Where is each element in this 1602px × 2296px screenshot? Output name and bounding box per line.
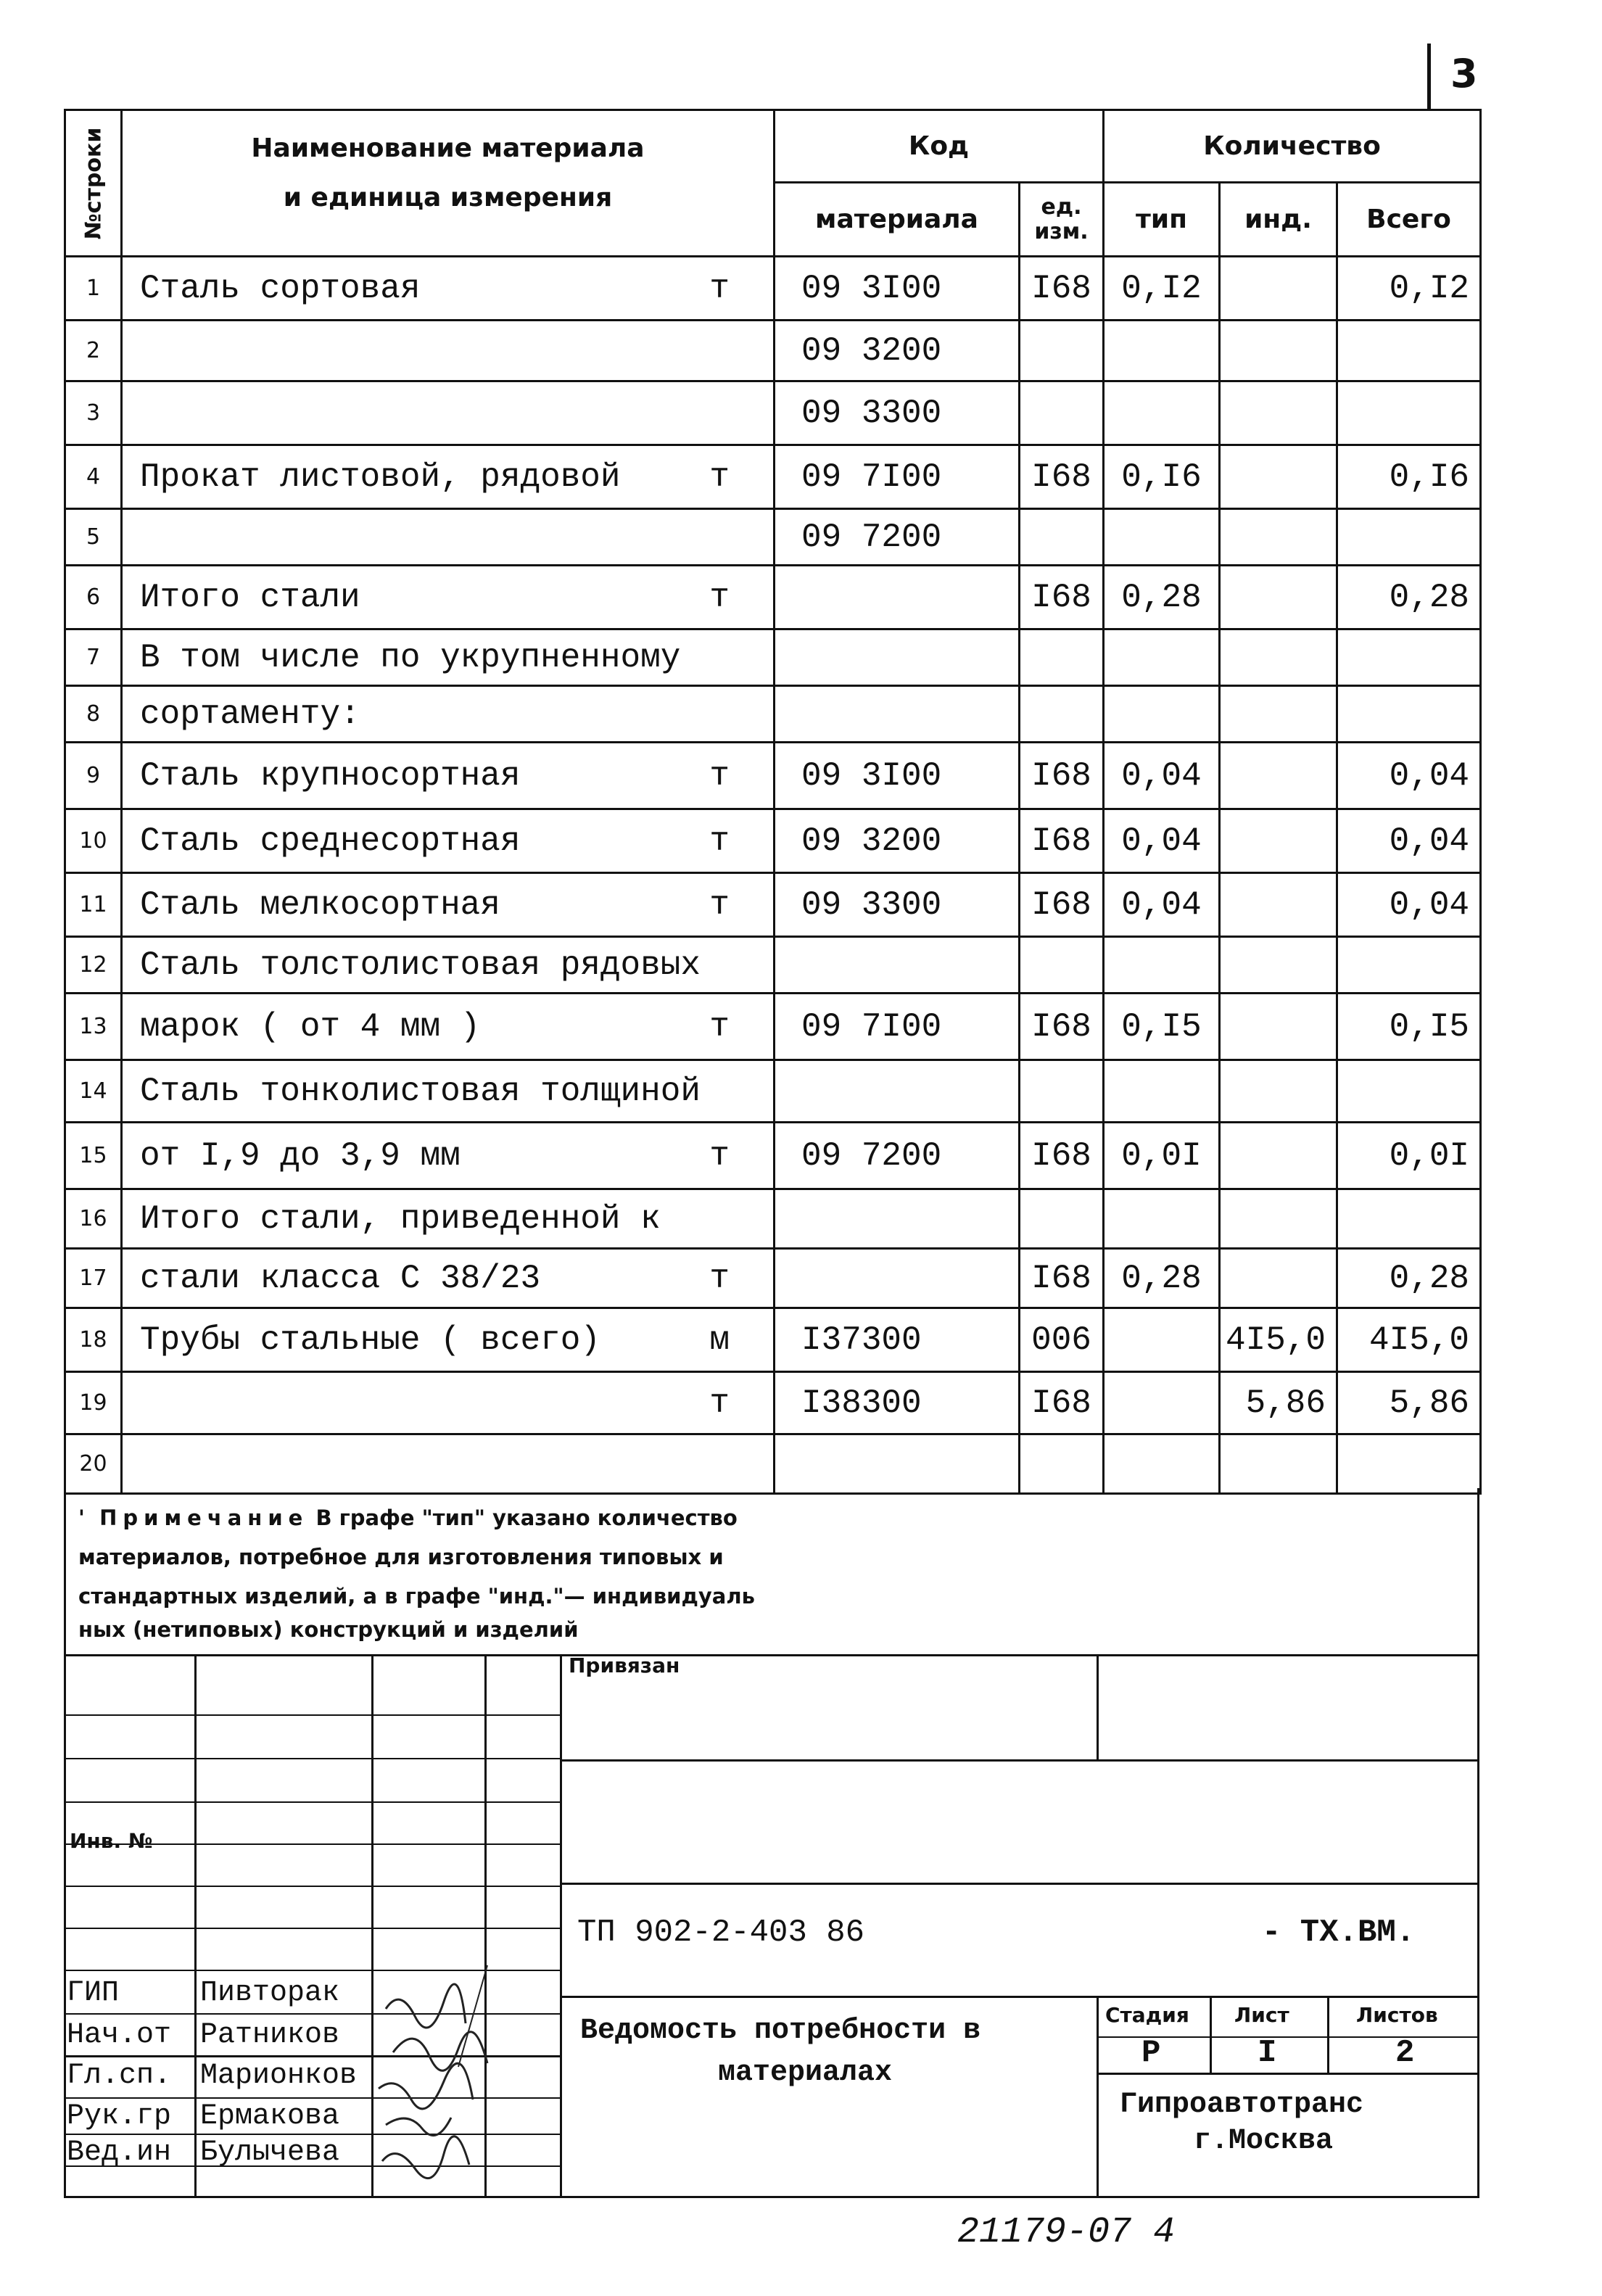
material-name: Сталь среднесортная т (122, 809, 775, 873)
qty-type (1104, 686, 1220, 743)
qty-ind (1220, 743, 1337, 809)
table-row (65, 566, 1481, 629)
table-row (65, 1189, 1481, 1249)
unit: т (709, 1259, 730, 1297)
qty-total (1337, 629, 1481, 686)
signer-name: Пивторак (200, 1977, 340, 2010)
note: ' Примечание В графе "тип" указано количество материалов, потребное для изготовления типовых и стандартных изделий, а в графе "инд."— индивидуаль ных (нетиповых) конструкций и изделий (78, 1506, 755, 1642)
signer-name: Ратников (200, 2019, 340, 2052)
qty-ind: 5,86 (1220, 1372, 1337, 1434)
qty-total (1337, 937, 1481, 994)
unit-code (1020, 1189, 1104, 1249)
unit: т (709, 885, 730, 924)
row-number: 20 (65, 1434, 122, 1494)
material-name: сортаменту: (122, 686, 775, 743)
qty-ind (1220, 566, 1337, 629)
qty-total-header: Всего (1337, 183, 1481, 257)
qty-type-header: тип (1104, 183, 1220, 257)
qty-total: 0,04 (1337, 743, 1481, 809)
qty-total: 0,04 (1337, 809, 1481, 873)
table-row (65, 686, 1481, 743)
unit: т (709, 1136, 730, 1175)
sheets-value: 2 (1395, 2035, 1415, 2071)
qty-type: 0,04 (1104, 873, 1220, 937)
row-number: 14 (65, 1060, 122, 1123)
qty-total: 0,0I (1337, 1123, 1481, 1189)
qty-ind (1220, 445, 1337, 509)
unit-code: I68 (1020, 1249, 1104, 1308)
inventory-number-label: Инв. № (70, 1829, 153, 1853)
code-header: Код (775, 110, 1104, 183)
unit-code (1020, 937, 1104, 994)
qty-ind-header: инд. (1220, 183, 1337, 257)
document-title-line2: материалах (718, 2057, 893, 2089)
unit-code (1020, 686, 1104, 743)
quantity-header: Количество (1104, 110, 1481, 183)
unit-code: I68 (1020, 809, 1104, 873)
qty-total: 0,I5 (1337, 994, 1481, 1060)
material-name (122, 321, 775, 381)
unit: т (709, 756, 730, 795)
qty-total: 5,86 (1337, 1372, 1481, 1434)
qty-total: 0,04 (1337, 873, 1481, 937)
qty-ind (1220, 509, 1337, 566)
unit: т (709, 458, 730, 496)
row-number: 3 (65, 381, 122, 445)
unit-code (1020, 1060, 1104, 1123)
material-code (775, 566, 1020, 629)
material-code: I38300 (775, 1372, 1020, 1434)
qty-ind (1220, 994, 1337, 1060)
qty-total (1337, 321, 1481, 381)
row-number: 19 (65, 1372, 122, 1434)
row-number: 17 (65, 1249, 122, 1308)
row-number: 7 (65, 629, 122, 686)
unit-code: I68 (1020, 1372, 1104, 1434)
code-unit-header: ед. изм. (1020, 183, 1104, 257)
qty-total: 0,I2 (1337, 257, 1481, 321)
code-material-header: материала (775, 183, 1020, 257)
qty-total (1337, 381, 1481, 445)
material-name: Сталь мелкосортная т (122, 873, 775, 937)
qty-ind (1220, 937, 1337, 994)
table-row (65, 937, 1481, 994)
unit: т (709, 1007, 730, 1046)
material-code (775, 1189, 1020, 1249)
qty-total: 4I5,0 (1337, 1308, 1481, 1372)
material-code (775, 1060, 1020, 1123)
note-title: Примечание (99, 1506, 309, 1530)
unit-code: I68 (1020, 994, 1104, 1060)
unit: т (709, 578, 730, 616)
unit-code (1020, 321, 1104, 381)
qty-ind (1220, 1060, 1337, 1123)
qty-type: 0,0I (1104, 1123, 1220, 1189)
qty-type (1104, 321, 1220, 381)
row-number: 9 (65, 743, 122, 809)
organization-city: г.Москва (1194, 2125, 1334, 2157)
document-code-suffix: - ТХ.ВМ. (1262, 1915, 1416, 1951)
material-name: Сталь толстолистовая рядовых (122, 937, 775, 994)
table-row (65, 743, 1481, 809)
qty-ind (1220, 873, 1337, 937)
material-name (122, 1434, 775, 1494)
material-name: Прокат листовой, рядовой т (122, 445, 775, 509)
material-code: 09 7200 (775, 509, 1020, 566)
qty-ind (1220, 321, 1337, 381)
qty-ind (1220, 1123, 1337, 1189)
unit-code (1020, 509, 1104, 566)
table-row (65, 809, 1481, 873)
stage-value: Р (1141, 2035, 1161, 2071)
unit: т (709, 1384, 730, 1422)
material-code: 09 3I00 (775, 257, 1020, 321)
material-name: Трубы стальные ( всего) м (122, 1308, 775, 1372)
footer-number: 21179-07 4 (957, 2212, 1176, 2253)
table-row (65, 1434, 1481, 1494)
unit-code: I68 (1020, 743, 1104, 809)
material-code (775, 686, 1020, 743)
material-name: В том числе по укрупненному (122, 629, 775, 686)
material-name: Итого стали т (122, 566, 775, 629)
table-row (65, 321, 1481, 381)
qty-ind (1220, 809, 1337, 873)
qty-ind (1220, 686, 1337, 743)
material-code: 09 3300 (775, 381, 1020, 445)
material-name: марок ( от 4 мм ) т (122, 994, 775, 1060)
qty-total (1337, 686, 1481, 743)
row-number: 8 (65, 686, 122, 743)
qty-ind (1220, 1189, 1337, 1249)
material-code (775, 1249, 1020, 1308)
table-row (65, 1060, 1481, 1123)
row-number: 15 (65, 1123, 122, 1189)
unit-code: I68 (1020, 566, 1104, 629)
unit: т (709, 269, 730, 307)
table-row (65, 1249, 1481, 1308)
qty-total (1337, 509, 1481, 566)
unit-code: 006 (1020, 1308, 1104, 1372)
material-code: I37300 (775, 1308, 1020, 1372)
signer-role: Нач.от (67, 2019, 172, 2052)
qty-type: 0,I6 (1104, 445, 1220, 509)
unit-code (1020, 381, 1104, 445)
table-row (65, 1308, 1481, 1372)
sheet-label: Лист (1234, 2003, 1289, 2027)
row-number: 1 (65, 257, 122, 321)
stage-label: Стадия (1105, 2003, 1189, 2027)
row-number-header: №строки (65, 110, 122, 257)
table-row (65, 445, 1481, 509)
material-name (122, 509, 775, 566)
qty-ind (1220, 629, 1337, 686)
qty-ind: 4I5,0 (1220, 1308, 1337, 1372)
signer-name: Марионков (200, 2060, 358, 2092)
table-row (65, 509, 1481, 566)
signer-role: Вед.ин (67, 2136, 172, 2169)
table-row (65, 1123, 1481, 1189)
signer-role: Рук.гр (67, 2100, 172, 2133)
row-number: 13 (65, 994, 122, 1060)
unit-code (1020, 629, 1104, 686)
material-name: Сталь тонколистовая толщиной (122, 1060, 775, 1123)
row-number: 5 (65, 509, 122, 566)
table-row (65, 994, 1481, 1060)
material-code: 09 7I00 (775, 445, 1020, 509)
table-row (65, 381, 1481, 445)
unit-code: I68 (1020, 1123, 1104, 1189)
material-name-header: Наименование материала и единица измерения (122, 110, 775, 257)
qty-type: 0,04 (1104, 743, 1220, 809)
material-name: Сталь сортовая т (122, 257, 775, 321)
qty-type (1104, 629, 1220, 686)
material-code: 09 7I00 (775, 994, 1020, 1060)
qty-type (1104, 1434, 1220, 1494)
unit-code (1020, 1434, 1104, 1494)
qty-ind (1220, 381, 1337, 445)
qty-type (1104, 1372, 1220, 1434)
sheet-value: I (1258, 2035, 1277, 2071)
material-name (122, 381, 775, 445)
material-code (775, 937, 1020, 994)
table-row (65, 1372, 1481, 1434)
material-name: Сталь крупносортная т (122, 743, 775, 809)
row-number: 11 (65, 873, 122, 937)
material-code (775, 629, 1020, 686)
qty-type (1104, 1060, 1220, 1123)
material-name: стали класса С 38/23 т (122, 1249, 775, 1308)
qty-type: 0,04 (1104, 809, 1220, 873)
material-code: 09 3I00 (775, 743, 1020, 809)
qty-type (1104, 1189, 1220, 1249)
row-number: 12 (65, 937, 122, 994)
qty-ind (1220, 1434, 1337, 1494)
attached-label: Привязан (569, 1653, 680, 1677)
signer-role: Гл.сп. (67, 2060, 172, 2092)
row-number: 18 (65, 1308, 122, 1372)
sheets-label: Листов (1356, 2003, 1438, 2027)
unit: т (709, 822, 730, 860)
unit: м (709, 1321, 730, 1359)
qty-total: 0,28 (1337, 566, 1481, 629)
signer-name: Булычева (200, 2136, 340, 2169)
material-code: 09 3200 (775, 321, 1020, 381)
qty-ind (1220, 1249, 1337, 1308)
document-title-line1: Ведомость потребности в (580, 2015, 981, 2047)
qty-type (1104, 509, 1220, 566)
qty-total (1337, 1434, 1481, 1494)
qty-ind (1220, 257, 1337, 321)
row-number: 6 (65, 566, 122, 629)
table-row (65, 873, 1481, 937)
organization-name: Гипроавтотранс (1120, 2089, 1364, 2121)
qty-type (1104, 937, 1220, 994)
row-number: 16 (65, 1189, 122, 1249)
table-row (65, 257, 1481, 321)
qty-total (1337, 1189, 1481, 1249)
signer-name: Ермакова (200, 2100, 340, 2133)
materials-table (64, 109, 1482, 1495)
qty-type: 0,I5 (1104, 994, 1220, 1060)
signer-role: ГИП (67, 1977, 120, 2010)
qty-total: 0,28 (1337, 1249, 1481, 1308)
qty-total (1337, 1060, 1481, 1123)
row-number: 4 (65, 445, 122, 509)
material-name: Итого стали, приведенной к (122, 1189, 775, 1249)
unit-code: I68 (1020, 445, 1104, 509)
material-code: 09 3200 (775, 809, 1020, 873)
document-code: ТП 902-2-403 86 (577, 1915, 865, 1951)
unit-code: I68 (1020, 257, 1104, 321)
material-name (122, 1372, 775, 1434)
qty-type: 0,28 (1104, 1249, 1220, 1308)
row-number: 2 (65, 321, 122, 381)
qty-type: 0,I2 (1104, 257, 1220, 321)
qty-total: 0,I6 (1337, 445, 1481, 509)
material-code (775, 1434, 1020, 1494)
material-code: 09 7200 (775, 1123, 1020, 1189)
table-row (65, 629, 1481, 686)
unit-code: I68 (1020, 873, 1104, 937)
material-name: от I,9 до 3,9 мм т (122, 1123, 775, 1189)
row-number: 10 (65, 809, 122, 873)
signature-scribbles (371, 1951, 516, 2197)
qty-type (1104, 381, 1220, 445)
qty-type (1104, 1308, 1220, 1372)
qty-type: 0,28 (1104, 566, 1220, 629)
material-code: 09 3300 (775, 873, 1020, 937)
sheet-number: 3 (1450, 51, 1478, 96)
